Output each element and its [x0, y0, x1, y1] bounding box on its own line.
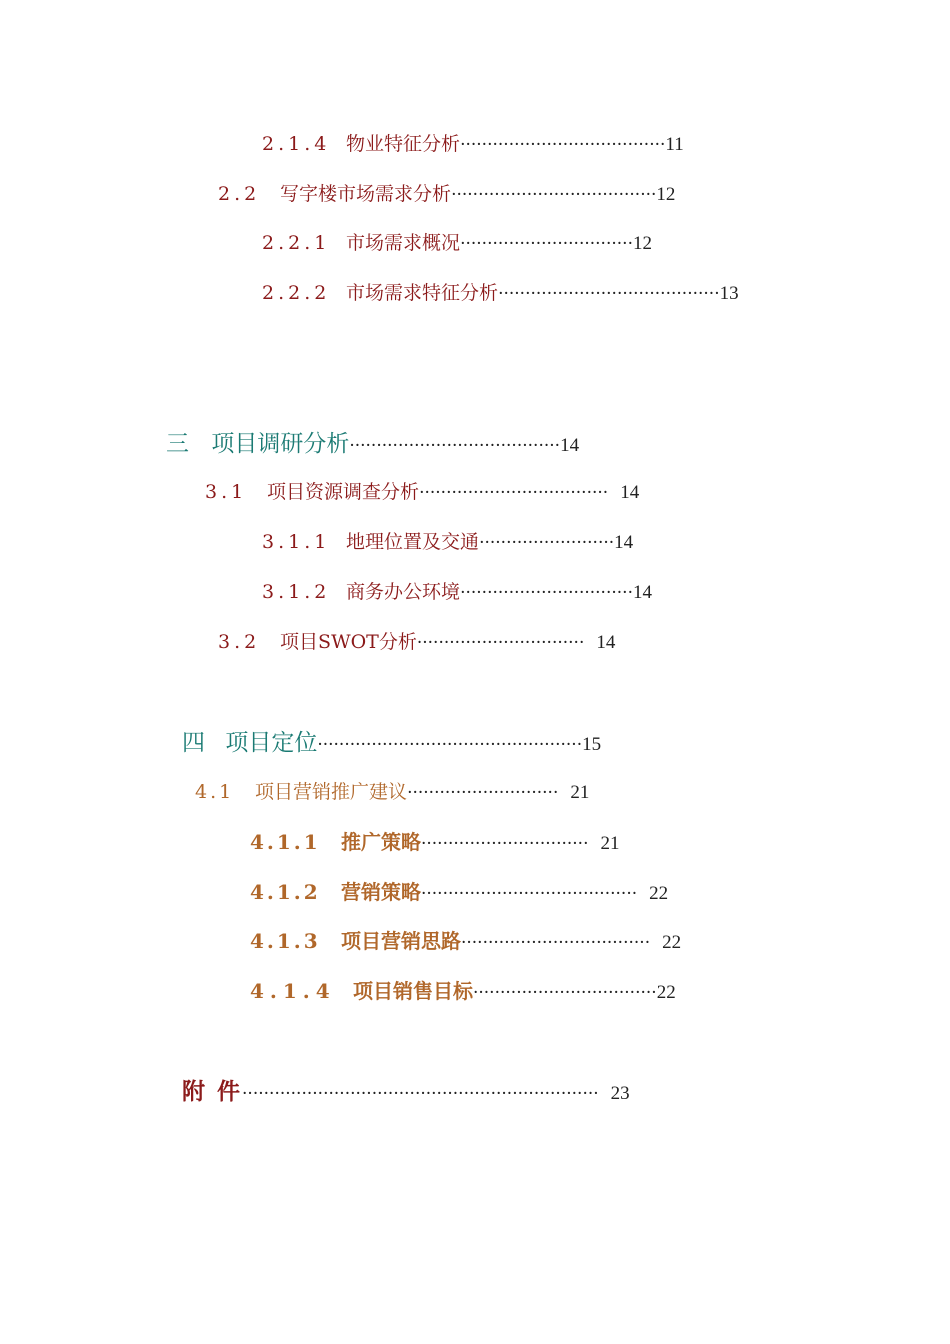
toc-page-number: 14 — [560, 435, 580, 456]
toc-title: 项目SWOT分析 — [280, 631, 417, 653]
toc-leader-dots: ······························· — [416, 633, 585, 653]
toc-leader-dots: ················································· — [317, 735, 583, 755]
toc-title: 项目调研分析 — [211, 431, 350, 457]
toc-number: 3.2 — [218, 631, 261, 653]
toc-number: 四 — [182, 730, 205, 756]
toc-title: 项目资源调查分析 — [267, 481, 420, 503]
toc-entry-4-1-1[interactable] — [250, 832, 620, 853]
toc-entry-2-2-2[interactable] — [262, 284, 739, 303]
toc-page-number: 14 — [614, 532, 634, 553]
toc-entry-4-1[interactable] — [195, 783, 589, 802]
toc-entry-3-1-2[interactable] — [262, 583, 652, 602]
toc-number: 2.2 — [218, 183, 261, 205]
toc-number: 4.1.2 — [250, 880, 321, 904]
toc-leader-dots: ······································· — [349, 436, 561, 456]
toc-page-number: 14 — [596, 632, 616, 653]
toc-title: 项目销售目标 — [352, 979, 473, 1003]
toc-leader-dots: ······································ — [460, 135, 666, 155]
toc-page-number: 22 — [662, 932, 682, 953]
toc-entry-3-2[interactable] — [218, 633, 615, 652]
toc-number: 2.2.2 — [262, 282, 331, 304]
toc-number: 4.1 — [195, 781, 235, 803]
toc-entry-3-1-1[interactable] — [262, 533, 633, 552]
toc-entry-2-1-4[interactable] — [262, 135, 684, 154]
toc-page-number: 14 — [620, 482, 640, 503]
toc-entry-4-1-3[interactable] — [250, 931, 681, 952]
toc-entry-chapter-4[interactable] — [182, 732, 601, 755]
toc-entry-4-1-2[interactable] — [250, 882, 668, 903]
toc-title: 推广策略 — [340, 830, 421, 854]
toc-title: 市场需求特征分析 — [346, 282, 499, 304]
toc-number: 4.1.1 — [250, 830, 321, 854]
toc-entry-2-2[interactable] — [218, 185, 675, 204]
toc-leader-dots: ········································· — [498, 284, 720, 304]
toc-page-number: 15 — [582, 734, 602, 755]
toc-title: 市场需求概况 — [346, 232, 461, 254]
toc-number: 3.1.2 — [262, 581, 331, 603]
toc-number: 3.1.1 — [262, 531, 331, 553]
toc-page-number: 21 — [600, 833, 620, 854]
toc-leader-dots: ·································································· — [242, 1084, 599, 1104]
toc-leader-dots: ········································ — [420, 884, 638, 904]
toc-title: 写字楼市场需求分析 — [280, 183, 452, 205]
toc-page-number: 22 — [649, 883, 669, 904]
toc-leader-dots: ·································· — [472, 983, 657, 1003]
toc-number: 2.1.4 — [262, 133, 331, 155]
toc-leader-dots: ························· — [479, 533, 615, 553]
toc-leader-dots: ··································· — [460, 933, 651, 953]
toc-entry-4-1-4[interactable] — [250, 981, 676, 1002]
toc-page-number: 22 — [656, 982, 676, 1003]
toc-title: 营销策略 — [340, 880, 421, 904]
toc-page-number: 12 — [632, 233, 652, 254]
toc-title: 项目营销思路 — [340, 929, 461, 953]
toc-entry-3-1[interactable] — [205, 483, 639, 502]
toc-page-number: 11 — [665, 134, 684, 155]
toc-leader-dots: ······························· — [420, 834, 589, 854]
toc-entry-appendix[interactable] — [182, 1080, 630, 1103]
toc-leader-dots: ································ — [460, 234, 633, 254]
toc-leader-dots: ······································ — [451, 185, 657, 205]
toc-title: 项目营销推广建议 — [255, 781, 408, 803]
toc-leader-dots: ···························· — [407, 783, 559, 803]
toc-page-number: 23 — [610, 1083, 630, 1104]
toc-title: 项目定位 — [225, 730, 318, 756]
toc-page-number: 14 — [632, 582, 652, 603]
toc-number: 4.1.3 — [250, 929, 321, 953]
toc-number: 2.2.1 — [262, 232, 331, 254]
toc-page-number: 21 — [570, 782, 590, 803]
toc-leader-dots: ··································· — [419, 483, 609, 503]
toc-page-number: 13 — [719, 283, 739, 304]
toc-entry-2-2-1[interactable] — [262, 234, 652, 253]
toc-title: 商务办公环境 — [346, 581, 461, 603]
toc-leader-dots: ································ — [460, 583, 633, 603]
toc-number: 三 — [166, 431, 189, 457]
toc-entry-chapter-3[interactable] — [166, 433, 579, 456]
toc-number: 3.1 — [205, 481, 248, 503]
toc-title: 地理位置及交通 — [346, 531, 480, 553]
toc-page-number: 12 — [656, 184, 676, 205]
toc-title: 物业特征分析 — [346, 133, 461, 155]
toc-number: 附 件 — [182, 1078, 243, 1105]
toc-number: 4.1.4 — [250, 979, 336, 1003]
